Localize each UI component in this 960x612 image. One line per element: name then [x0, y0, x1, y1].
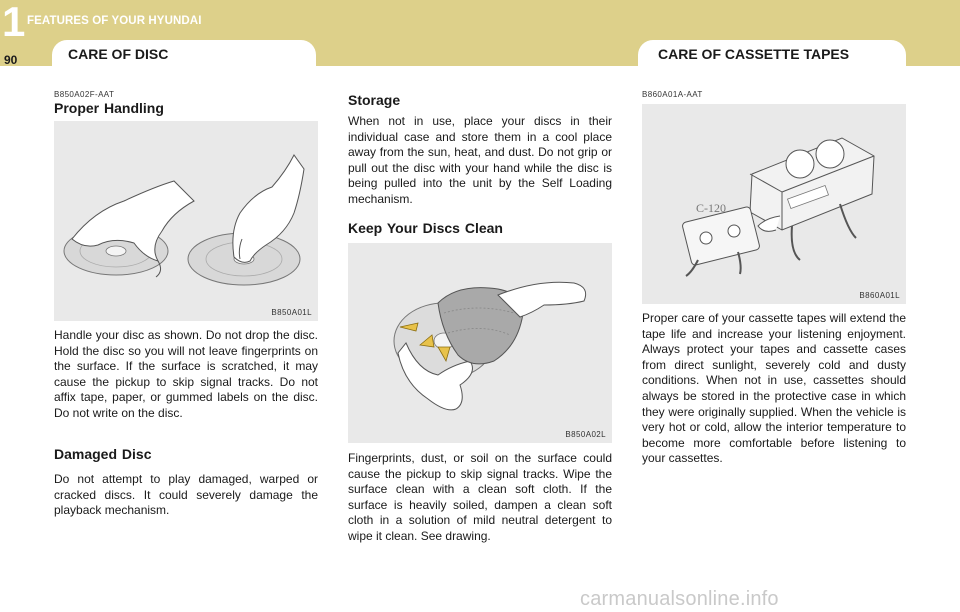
proper-handling-text: Handle your disc as shown. Do not drop the disc. Hold the disc so you will not leave fingerprints on the surface. If the surface is scratched, it may cause the pickup to skip signal tracks. Do not affix tape, paper, or gummed labels on the disc. Do not write on the disc.: [54, 328, 318, 420]
proper-handling-heading: Proper Handling: [54, 100, 164, 116]
cassette-care-text: Proper care of your cassette tapes will extend the tape life and increase your listening enjoyment. Always protect your tapes and cassette cases from direct sunlight, severely cold and dusty conditions. When not in use, cassettes should always be stored in the protective case in which they were originally supplied. When the vehicle is very hot or cold, allow the interior temperature to become more comfortable before listening to your cassettes.: [642, 311, 906, 466]
figure-code: B850A01L: [271, 308, 312, 317]
figure-code: B860A01L: [859, 291, 900, 300]
keep-discs-clean-heading: Keep Your Discs Clean: [348, 220, 503, 236]
section-tab-care-of-cassette-tapes: CARE OF CASSETTE TAPES: [638, 40, 906, 70]
cassette-figure: [642, 104, 906, 304]
disc-cleaning-figure: [348, 243, 612, 443]
chapter-title: FEATURES OF YOUR HYUNDAI: [27, 15, 202, 27]
storage-heading: Storage: [348, 92, 401, 108]
section-code: B850A02F-AAT: [54, 90, 115, 99]
watermark: carmanualsonline.info: [580, 588, 779, 610]
page-number: 90: [4, 53, 18, 67]
chapter-number: 1: [2, 0, 26, 45]
disc-cleaning-illustration: [348, 243, 612, 443]
section-tab-care-of-disc: CARE OF DISC: [52, 40, 316, 70]
disc-handling-illustration: [54, 121, 318, 321]
cassette-label-text: C-120: [696, 201, 726, 215]
disc-handling-figure: [54, 121, 318, 321]
damaged-disc-text: Do not attempt to play damaged, warped or cracked discs. It could severely damage the playback mechanism.: [54, 472, 318, 518]
cassette-illustration: [642, 104, 906, 304]
damaged-disc-heading: Damaged Disc: [54, 446, 152, 462]
section-code: B860A01A-AAT: [642, 90, 703, 99]
keep-discs-clean-text: Fingerprints, dust, or soil on the surface could cause the pickup to skip signal tracks. Wipe the surface clean with a clean soft cloth. If the surface is heavily soiled, dampen a clean soft cloth in a solution of mild neutral detergent to wipe it clean. See drawing.: [348, 451, 612, 543]
figure-code: B850A02L: [565, 430, 606, 439]
storage-text: When not in use, place your discs in their individual case and store them in a cool place away from the sun, heat, and dust. Do not grip or pull out the disc with your hand while the disc is being pulled into the unit by the Self Loading mechanism.: [348, 114, 612, 206]
